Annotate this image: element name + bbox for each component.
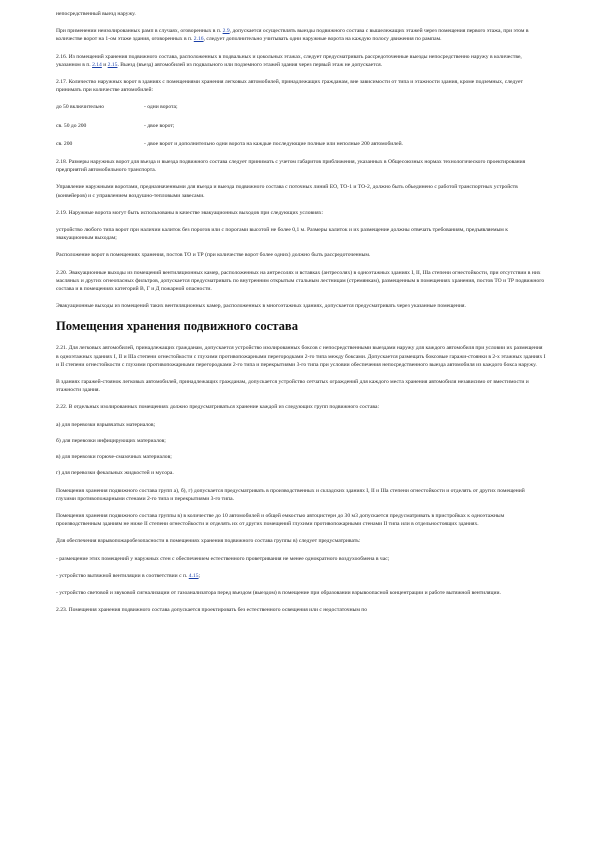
paragraph-ramps: [56, 27, 546, 43]
paragraph-2-20: 2.20. Эвакуационные выходы из помещений вентиляционных камер, расположенных на антресолях и вставках (антресолях) в одноэтажных зданиях I, II, IIIа степени огнестойкости, при отсутствии в них масляных и других огнеопасных фильтров, допускается предусматривать по внутренним открытым стальным лестницам (стремянкам), размещенным в помещениях хранения, постов ТО и ТР подвижного состава и в помещениях категорий В, Г и Д пожарной опасности.: [56, 269, 545, 293]
document-page: [56, 10, 546, 623]
paragraph-wicket-doors: устройство любого типа ворот при наличии калиток без порогов или с порогами высотой не более 0,1 м. Размеры калиток и их размещение должны отвечать требованиям, предъявляемым к эвакуационным выходам;: [56, 227, 508, 242]
paragraph-2-21: 2.21. Для легковых автомобилей, принадлежащих гражданам, допускается устройство изолированных боксов с непосредственными выездами наружу для каждого автомобиля при условии их размещения в одноэтажных зданиях I, II и IIIа степени огнестойкости с глухими противопожарными перегородками 2-го типа между боксами. Допускается размещать боксовые гаражи-стоянки в 2-х этажных зданиях I и II степени огнестойкости с глухими противопожарными перегородками 2-го типа и перекрытиями 3-го типа при условии обеспечения непосредственного выезда автомобиля из каждого бокса наружу.: [56, 345, 546, 368]
paragraph-groups-abg: Помещения хранения подвижного состава групп а), б), г) допускается предусматривать в производственных и складских зданиях I, II и IIIа степени огнестойкости и отделять от других помещений глухими противопожарными стенами 2-го типа и перекрытиями 3-го типа.: [56, 487, 525, 502]
table-row: [56, 103, 546, 111]
paragraph-group-v: Помещения хранения подвижного состава группы в) в количестве до 10 автомобилей и общей емкостью автоцистерн до 30 м3 допускается предусматривать в пристройках к одноэтажным производственным зданиям не ниже II степени огнестойкости и отделять их от других помещений глухими противопожарными стенами II типа или в отдельностоящих зданиях.: [56, 512, 505, 528]
paragraph-exhaust: [56, 572, 546, 580]
table-cell-count: до 50 включительно: [56, 104, 105, 111]
paragraph-explosion-safety: Для обеспечения взрывопожаробезопасности в помещениях хранения подвижного состава группы в) следует предусматривать:: [56, 538, 361, 545]
table-row: [56, 140, 546, 148]
link-section-2-16[interactable]: 2.16: [193, 36, 204, 43]
table-cell-gates: - двое ворот и дополнительно одни ворота на каждые последующие полные или неполные 200 автомобилей.: [144, 140, 403, 147]
paragraph-text: , допускается осуществлять выезды подвижного состава с вышележащих этажей через помещения первого этажа, при этом в количестве ворот на 1-ом этаже здания, оговоренных в п.: [56, 28, 529, 43]
paragraph-natural-ventilation: - размещение этих помещений у наружных стен с обеспечением естественного проветривания не менее однократного воздухообмена в час;: [56, 555, 390, 562]
paragraph-0: непосредственный выезд наружу.: [56, 11, 136, 17]
table-row: [56, 122, 546, 130]
paragraph-text: и: [101, 61, 108, 68]
paragraph-2-23: 2.23. Помещения хранения подвижного состава допускается проектировать без естественного освещения или с недостаточным по: [56, 607, 368, 614]
table-cell-gates: - одни ворота;: [144, 104, 178, 111]
paragraph-gate-placement: Расположение ворот в помещениях хранения, постов ТО и ТР (при количестве ворот более одних) должно быть рассредоточенным.: [56, 252, 371, 259]
paragraph-text: , следует дополнительно учитывать одни наружные ворота на каждую полосу движения по рампам.: [203, 36, 442, 43]
paragraph-gate-control: Управление наружными воротами, предназначенными для въезда и выезда подвижного состава с поточных линий ЕО, ТО-1 и ТО-2, должно быть объединено с работой транспортных устройств (конвейеров) и с управлением воздушно-тепловыми завесами.: [56, 184, 518, 199]
list-item: б) для перевозки инфицирующих материалов;: [56, 437, 166, 444]
link-section-2-14[interactable]: 2.14: [92, 61, 102, 68]
link-section-2-9[interactable]: 2.9: [222, 28, 230, 35]
paragraph-gas-alarm: - устройство световой и звуковой сигнализации от газоанализатора перед въездом (выездом) в помещение при образовании взрывоопасной концентрации и работе вытяжной вентиляции.: [56, 589, 501, 596]
paragraph-2-19: 2.19. Наружные ворота могут быть использованы в качестве эвакуационных выходов при следующих условиях:: [56, 209, 324, 216]
section-heading: Помещения хранения подвижного состава: [56, 319, 298, 334]
paragraph-2-17: 2.17. Количество наружных ворот в зданиях с помещениями хранения легковых автомобилей, принадлежащих гражданам, вне зависимости от типа и этажности здания, кроме подземных, следует принимать при количестве автомобилей:: [56, 79, 523, 94]
paragraph-2-22: 2.22. В отдельных изолированных помещениях должно предусматриваться хранение каждой из следующих групп подвижного состава:: [56, 404, 380, 411]
paragraph-mesh-fences: В зданиях гаражей-стоянок легковых автомобилей, принадлежащих гражданам, допускается устройство сетчатых ограждений для каждого места хранения автомобиля независимо от вместимости и этажности здания.: [56, 379, 529, 394]
link-section-2-15[interactable]: 2.15: [107, 61, 118, 68]
table-cell-gates: - двое ворот;: [144, 122, 175, 129]
paragraph-vent-exits: Эвакуационные выходы из помещений таких вентиляционных камер, расположенных в многоэтажных зданиях, допускается предусматривать через указанные помещения.: [56, 303, 466, 310]
list-item: а) для перевозки взрывчатых материалов;: [56, 421, 156, 428]
list-item: в) для перевозки горюче-смазочных материалов;: [56, 454, 172, 461]
table-cell-count: св. 200: [56, 140, 73, 147]
link-section-4-15[interactable]: 4.15: [188, 572, 199, 579]
paragraph-2-18: 2.18. Размеры наружных ворот для въезда и выезда подвижного состава следует принимать с учетом габаритов приближения, указанных в Общесоюзных нормах технологического проектирования предприятий автомобильного транспорта.: [56, 159, 526, 174]
paragraph-text: 2.16. Из помещений хранения подвижного состава, расположенных в подвальных и цокольных этажах, следует предусматривать рассредоточенные выезды непосредственно наружу в количестве, указанном в п.: [56, 53, 522, 68]
table-cell-count: св. 50 до 200: [56, 122, 87, 129]
paragraph-text: ;: [198, 572, 201, 579]
paragraph-text: - устройство вытяжной вентиляции в соответствии с п.: [56, 572, 189, 579]
list-item: г) для перевозки фекальных жидкостей и мусора.: [56, 470, 174, 477]
paragraph-2-16: [56, 53, 546, 69]
gate-count-table: [56, 103, 546, 148]
paragraph-text: При применении неизолированных рамп в случаях, оговоренных в п.: [56, 28, 223, 35]
paragraph-text: . Выезд (въезд) автомобилей из подвального или подземного этажей здания через первый этаж не допускается.: [117, 61, 383, 68]
